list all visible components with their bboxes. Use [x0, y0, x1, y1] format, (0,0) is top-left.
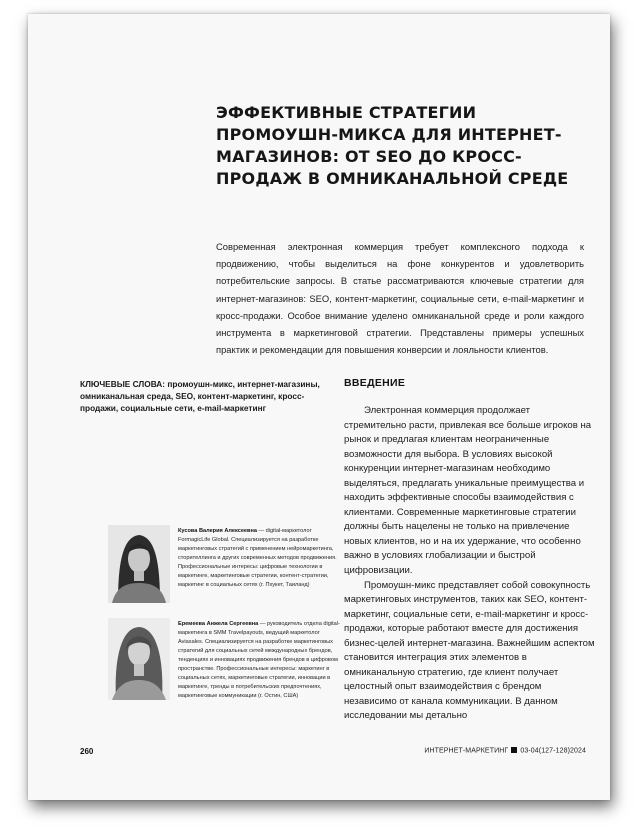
journal-footer [424, 747, 586, 755]
page-number: 260 [80, 747, 94, 756]
keywords-block [80, 378, 342, 414]
section-heading-introduction: ВВЕДЕНИЕ [344, 377, 406, 389]
article-abstract: Современная электронная коммерция требует комплексного подхода к продвижению, чтобы выделиться на фоне конкурентов и удовлетворить потребительские запросы. В статье рассматриваются ключевые стратегии для интернет-магазинов: SEO, контент-маркетинг, социальные сети, e-mail-маркетинг и кросс-продажи. Особое внимание уделено омниканальной среде и роли каждого инструмента в маркетинговой стратегии. Представлены примеры успешных практик и рекомендации для повышения конверсии и лояльности клиентов. [216, 241, 584, 356]
keywords-label: КЛЮЧЕВЫЕ СЛОВА: [80, 379, 166, 389]
author-description: — digital-маркетолог FormagicLife Global. Специализируется на разработке маркетинговых стратегий с применением нейромаркетинга, сторителлинга и других современных методов продвижения. Профессиональные интересы: цифровые технологии в маркетинге, маркетинговые стратегии, контент-стратегии, маркетинг в социальных сетях (г. Пхукет, Таиланд) [178, 528, 337, 588]
author-description: — руководитель отдела digital-маркетинга в SMM Travelpayouts, ведущий маркетолог Aviasales. Специализируется на разработке маркетинговых стратегий для социальных сетей международных брендов, тенденциях и инновациях продвижения брендов в цифровом пространстве. Профессиональные интересы: маркетинг в социальных сетях, маркетинговые стратегии, инновации в маркетинге, тренды в потребительских предпочтениях, маркетинговые коммуникации (г. Остин, США) [178, 621, 340, 699]
journal-page [28, 14, 610, 800]
author-name: Еремеева Анжела Сергеевна [178, 621, 259, 627]
journal-issue: 03-04(127-128)2024 [520, 747, 586, 755]
author-name: Кусова Валерия Алексеевна [178, 528, 257, 534]
author-bio [178, 620, 344, 701]
author-photo [108, 618, 170, 700]
author-bio [178, 527, 344, 590]
portrait-image [108, 525, 170, 603]
square-bullet-icon [511, 747, 517, 753]
body-paragraph: Промоушн-микс представляет собой совокупность маркетинговых инструментов, таких как SEO, контент-маркетинг, социальные сети, e-mail-маркетинг и кросс-продажи, которые работают вместе для достижения бизнес-целей интернет-магазина. Важнейшим аспектом становится интеграция этих элементов в омниканальную стратегию, где клиент получает целостный опыт взаимодействия с брендом независимо от канала коммуникации. В данном исследовании мы детально [344, 579, 595, 722]
portrait-image [108, 618, 170, 700]
author-card-kusova [108, 525, 348, 609]
keywords-list: промоушн-микс, интернет-магазины, омниканальная среда, SEO, контент-маркетинг, кросс-продажи, социальные сети, e-mail-маркетинг [80, 379, 320, 413]
journal-name: ИНТЕРНЕТ-МАРКЕТИНГ [424, 747, 509, 755]
author-card-eremeeva [108, 618, 348, 714]
article-title: ЭФФЕКТИВНЫЕ СТРАТЕГИИ ПРОМОУШН-МИКСА ДЛЯ ИНТЕРНЕТ-МАГАЗИНОВ: ОТ SEO ДО КРОСС-ПРОДАЖ В ОМНИКАНАЛЬНОЙ СРЕДЕ [216, 103, 569, 188]
body-paragraph: Электронная коммерция продолжает стремительно расти, привлекая все больше игроков на рынок и предлагая клиентам неограниченные возможности для выбора. В условиях высокой конкуренции интернет-магазинам необходимо выделяться, предлагать уникальные преимущества и находить эффективные способы взаимодействия с клиентами. Современные маркетинговые стратегии должны быть нацелены не только на привлечение новых клиентов, но и на их удержание, что особенно важно в условиях глобализации и быстрой цифровизации. [344, 405, 592, 577]
author-photo [108, 525, 170, 603]
introduction-text [344, 404, 595, 722]
